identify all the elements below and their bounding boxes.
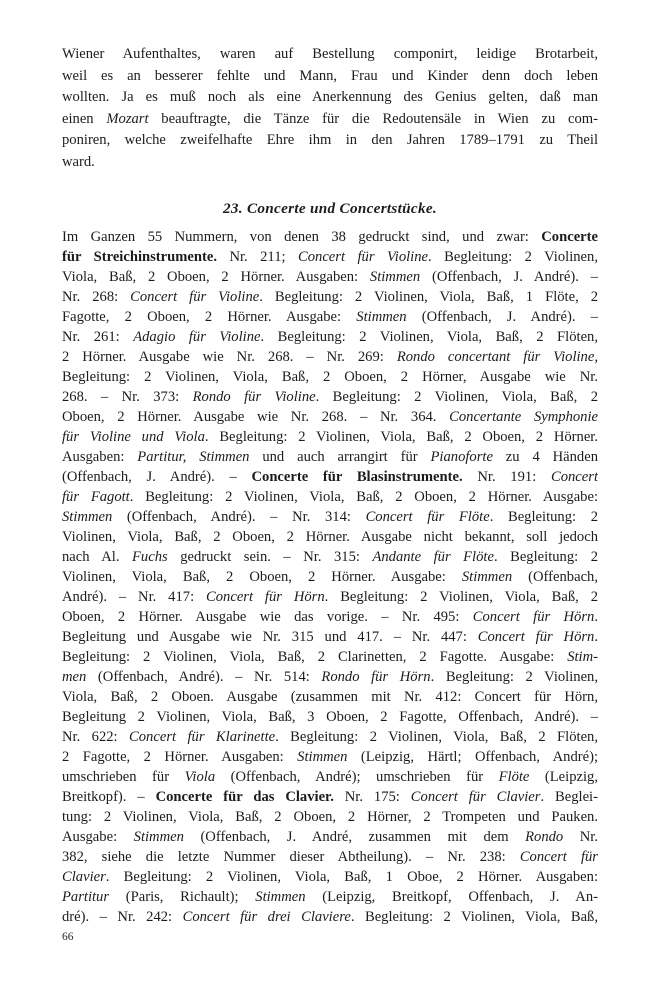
text-segment: (Offenbach,: [512, 569, 598, 585]
text-segment: weil es an besserer fehlte und Mann, Frau und Kinder denn doch leben: [62, 67, 598, 84]
text-segment: Oboen, 2 Hörner. Ausgabe wie das vorige. – Nr. 495:: [62, 609, 473, 625]
text-segment: tung: 2 Violinen, Viola, Baß, 2 Oboen, 2 Hörner, 2 Trompeten und Pauken.: [62, 809, 598, 825]
text-segment: . Begleitung: 2 Violinen, Viola, Baß, 1 Oboe, 2 Hörner. Ausgaben:: [105, 869, 598, 885]
text-segment: für Fagott: [62, 489, 130, 505]
text-line: [62, 247, 598, 267]
text-segment: (Paris, Richault);: [109, 889, 256, 905]
text-line: [62, 567, 598, 587]
text-line: [62, 87, 598, 109]
text-segment: Wiener Aufenthaltes, waren auf Bestellung componirt, leidige Brotarbeit,: [62, 46, 598, 62]
text-segment: Concert für Hörn: [472, 609, 595, 625]
text-segment: . Begleitung: 2 Violinen,: [430, 669, 598, 685]
text-segment: . Begleitung: 2 Violinen, Viola, Baß, 2: [315, 389, 598, 405]
text-segment: men: [62, 669, 87, 685]
text-segment: Concert für Hörn: [477, 629, 595, 645]
text-segment: .: [594, 609, 598, 625]
text-line: [62, 867, 598, 887]
text-segment: Concertante Symphonie: [449, 409, 598, 425]
text-line: [62, 587, 598, 607]
text-segment: Nr. 191:: [462, 469, 551, 485]
text-segment: (Offenbach, J. André, zusammen mit dem: [183, 829, 526, 845]
text-segment: (Offenbach, André). – Nr. 314:: [112, 509, 366, 525]
text-line: [62, 547, 598, 567]
text-segment: dré). – Nr. 242:: [62, 909, 183, 925]
text-line: [62, 647, 598, 667]
text-segment: Stimmen: [369, 269, 421, 285]
text-segment: (Leipzig,: [529, 769, 598, 785]
text-segment: Rondo concertant für Violine: [396, 349, 595, 365]
text-segment: ward.: [62, 153, 95, 170]
text-segment: Concert: [550, 469, 598, 485]
text-segment: . Begleitung: 2 Violinen, Viola, Baß, 2: [324, 589, 598, 605]
text-line: [62, 747, 598, 767]
text-segment: (Offenbach, J. André). –: [62, 469, 252, 485]
text-line: [62, 367, 598, 387]
text-segment: (Offenbach, J. André). –: [406, 309, 598, 325]
text-segment: Begleitung 2 Violinen, Viola, Baß, 3 Oboen, 2 Fagotte, Offenbach, André). –: [62, 709, 598, 725]
text-segment: Begleitung und Ausgabe wie Nr. 315 und 417. – Nr. 447:: [62, 629, 478, 645]
text-segment: .: [594, 629, 598, 645]
text-line: [62, 467, 598, 487]
text-line: [62, 667, 598, 687]
text-line: [62, 487, 598, 507]
text-line: [62, 907, 598, 927]
text-segment: Concerte für das Clavier.: [155, 789, 334, 805]
text-segment: wollten. Ja es muß noch als eine Anerkennung des Genius gelten, daß man: [62, 89, 598, 105]
text-segment: (Leipzig, Härtl; Offenbach, André);: [347, 749, 598, 765]
text-line: [62, 267, 598, 287]
text-segment: Ausgaben:: [62, 449, 138, 465]
text-segment: nach Al.: [62, 549, 133, 565]
text-segment: . Begleitung: 2 Violinen, Viola, Baß, 2 Oboen, 2 Hörner.: [204, 429, 598, 445]
text-segment: . Beglei-: [540, 789, 598, 805]
text-segment: 382, siehe die letzte Nummer dieser Abtheilung). – Nr. 238:: [62, 849, 520, 865]
text-segment: für Violine und Viola: [62, 429, 205, 445]
text-segment: Adagio für Violine: [133, 329, 261, 345]
section-heading: 23. Concerte und Concertstücke.: [222, 200, 438, 217]
text-segment: Concert für Hörn: [206, 589, 325, 605]
text-line: [62, 387, 598, 407]
text-segment: Nr. 622:: [62, 729, 130, 745]
text-segment: Concert für Flöte: [365, 509, 490, 525]
text-line: [62, 307, 598, 327]
section-body-paragraph: [62, 227, 598, 927]
text-segment: . Begleitung: 2 Violinen, Viola, Baß,: [350, 909, 598, 925]
text-segment: (Leipzig, Breitkopf, Offenbach, J. An-: [305, 889, 598, 905]
text-segment: Violinen, Viola, Baß, 2 Oboen, 2 Hörner. Ausgabe nicht bekannt, soll jedoch: [62, 529, 598, 545]
text-segment: umschrieben für: [62, 769, 185, 785]
text-segment: . Begleitung: 2 Violinen,: [428, 249, 598, 265]
text-segment: Fagotte, 2 Oboen, 2 Hörner. Ausgabe:: [62, 309, 357, 325]
text-segment: Concerte für Blasinstrumente.: [251, 469, 463, 485]
text-line: [62, 66, 598, 88]
text-segment: (Offenbach, J. André). –: [420, 269, 598, 285]
text-segment: einen: [62, 110, 107, 127]
text-segment: Violinen, Viola, Baß, 2 Oboen, 2 Hörner. Ausgabe:: [62, 569, 462, 585]
text-segment: für Streichinstrumente.: [62, 249, 217, 265]
text-segment: Nr. 175:: [333, 789, 411, 805]
text-line: [62, 707, 598, 727]
text-segment: Im Ganzen 55 Nummern, von denen 38 gedruckt sind, und zwar:: [62, 229, 542, 245]
text-segment: Clavier: [62, 869, 106, 885]
text-segment: Nr.: [563, 829, 598, 845]
text-segment: Stimmen: [133, 829, 184, 845]
text-line: [62, 507, 598, 527]
text-segment: gedruckt sein. – Nr. 315:: [167, 549, 373, 565]
text-line: [62, 787, 598, 807]
text-segment: Stim-: [567, 649, 598, 665]
text-segment: Partitur, Stimmen: [137, 449, 250, 465]
text-segment: Nr. 268:: [62, 289, 131, 305]
text-segment: Stimmen: [297, 749, 348, 765]
text-line: [62, 130, 598, 152]
text-segment: Stimmen: [62, 509, 113, 525]
text-segment: Stimmen: [356, 309, 407, 325]
text-segment: Concert für Klarinette: [129, 729, 276, 745]
text-segment: Rondo für Violine: [192, 389, 316, 405]
text-line: [62, 427, 598, 447]
text-segment: Ausgabe:: [62, 829, 134, 845]
text-segment: (Offenbach, André). – Nr. 514:: [86, 669, 322, 685]
text-segment: (Offenbach, André); umschrieben für: [215, 769, 499, 785]
text-segment: Stimmen: [461, 569, 513, 585]
text-line: [62, 347, 598, 367]
text-line: [62, 687, 598, 707]
text-segment: Begleitung: 2 Violinen, Viola, Baß, 2 Oboen, 2 Hörner, Ausgabe wie Nr.: [62, 369, 598, 385]
text-line: [62, 727, 598, 747]
text-segment: . Begleitung: 2 Violinen, Viola, Baß, 1 Flöte, 2: [259, 289, 598, 305]
text-segment: Rondo für Hörn: [321, 669, 431, 685]
text-segment: 2 Fagotte, 2 Hörner. Ausgaben:: [62, 749, 298, 765]
text-segment: . Begleitung: 2 Violinen, Viola, Baß, 2 Flöten,: [275, 729, 598, 745]
text-segment: Rondo: [525, 829, 564, 845]
text-segment: . Begleitung: 2: [493, 549, 598, 565]
text-segment: Viola: [184, 769, 216, 785]
text-segment: Pianoforte: [430, 449, 493, 465]
text-segment: beauftragte, die Tänze für die Redoutensäle in Wien zu com-: [148, 110, 598, 127]
text-line: [62, 287, 598, 307]
page-number: 66: [62, 931, 74, 943]
text-segment: 268. – Nr. 373:: [62, 389, 193, 405]
running-text-paragraph: [62, 44, 598, 173]
text-segment: Viola, Baß, 2 Oboen, 2 Hörner. Ausgaben:: [62, 269, 370, 285]
text-line: [62, 447, 598, 467]
text-line: [62, 407, 598, 427]
text-line: [62, 227, 598, 247]
text-segment: Viola, Baß, 2 Oboen. Ausgabe (zusammen mit Nr. 412: Concert für Hörn,: [62, 689, 598, 705]
text-line: [62, 767, 598, 787]
text-line: [62, 527, 598, 547]
text-segment: Fuchs: [132, 549, 168, 565]
text-line: [62, 152, 598, 174]
text-segment: André). – Nr. 417:: [62, 589, 207, 605]
text-segment: ,: [594, 349, 598, 365]
text-segment: Concert für Violine: [298, 249, 429, 265]
text-segment: Breitkopf). –: [62, 789, 156, 805]
text-segment: Concert für Clavier: [410, 789, 541, 805]
text-line: [62, 327, 598, 347]
text-segment: Nr. 211;: [217, 249, 298, 265]
text-segment: . Begleitung: 2: [489, 509, 598, 525]
text-line: [62, 627, 598, 647]
text-segment: Concert für: [519, 849, 598, 865]
text-segment: poniren, welche zweifelhafte Ehre ihm in den Jahren 1789–1791 zu Theil: [62, 132, 598, 148]
text-segment: Concerte: [541, 229, 598, 245]
text-line: [62, 109, 598, 131]
text-segment: . Begleitung: 2 Violinen, Viola, Baß, 2 Oboen, 2 Hörner. Ausgabe:: [129, 489, 598, 505]
text-segment: . Begleitung: 2 Violinen, Viola, Baß, 2 Flöten,: [260, 329, 598, 345]
text-line: [62, 607, 598, 627]
text-segment: 2 Hörner. Ausgabe wie Nr. 268. – Nr. 269:: [62, 349, 397, 365]
text-segment: zu 4 Händen: [492, 449, 598, 465]
text-line: [62, 44, 598, 66]
text-segment: Stimmen: [255, 889, 306, 905]
text-segment: Partitur: [62, 889, 110, 905]
text-line: [62, 807, 598, 827]
text-segment: Oboen, 2 Hörner. Ausgabe wie Nr. 268. – Nr. 364.: [62, 409, 450, 425]
text-segment: Flöte: [498, 769, 530, 785]
text-line: [62, 887, 598, 907]
text-segment: Begleitung: 2 Violinen, Viola, Baß, 2 Clarinetten, 2 Fagotte. Ausgabe:: [62, 649, 568, 665]
text-line: [62, 847, 598, 867]
text-segment: Concert für Violine: [130, 289, 260, 305]
text-segment: Andante für Flöte: [372, 549, 494, 565]
text-segment: und auch arrangirt für: [249, 449, 431, 465]
text-line: [62, 827, 598, 847]
text-segment: Concert für drei Claviere: [182, 909, 351, 925]
text-segment: Nr. 261:: [62, 329, 134, 345]
text-segment: Mozart: [106, 110, 149, 127]
